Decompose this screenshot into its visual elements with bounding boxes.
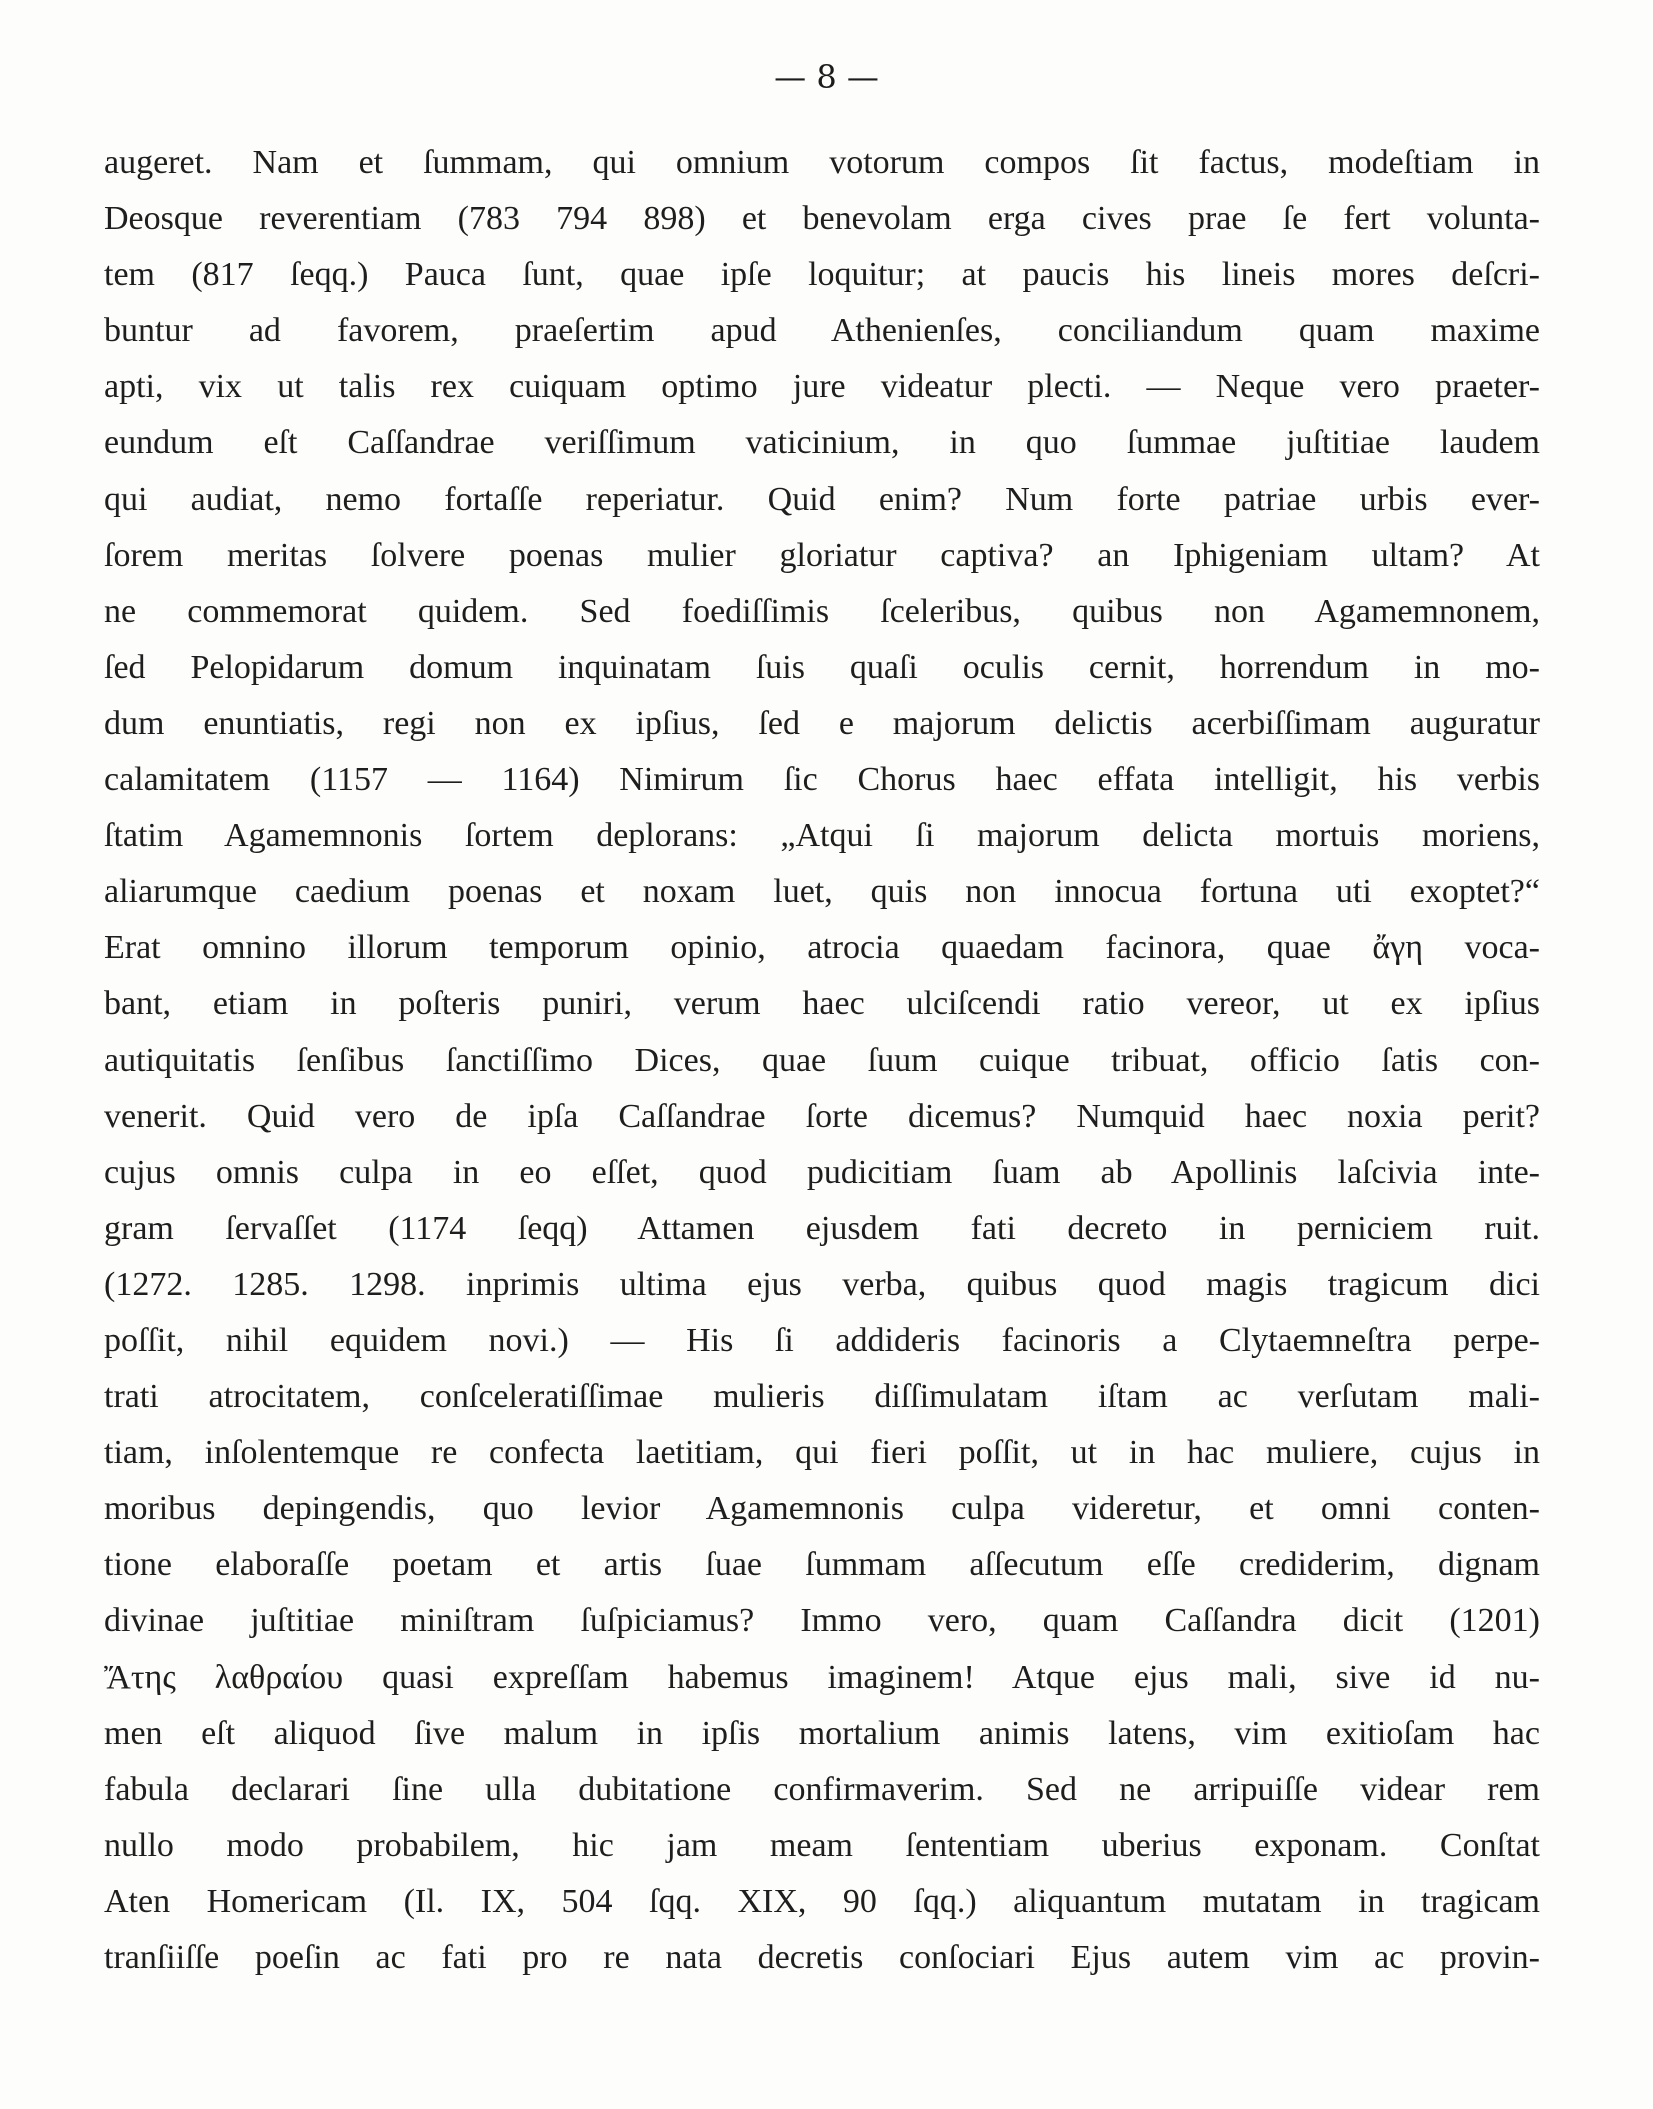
text-line: apti, vix ut talis rex cuiquam optimo jure videatur plecti. — Neque vero praeter- — [104, 368, 1540, 406]
text-line: aliarumque caedium poenas et noxam luet, quis non innocua fortuna uti exoptet?“ — [104, 873, 1540, 911]
text-line: ſtatim Agamemnonis ſortem deplorans: „Atqui ſi majorum delicta mortuis moriens, — [104, 817, 1540, 855]
text-line: ne commemorat quidem. Sed foediſſimis ſceleribus, quibus non Agamemnonem, — [104, 592, 1540, 630]
text-line: tem (817 ſeqq.) Pauca ſunt, quae ipſe loquitur; at paucis his lineis mores deſcri- — [104, 256, 1540, 294]
page-number: — 8 — — [774, 58, 879, 96]
text-line: cujus omnis culpa in eo eſſet, quod pudicitiam ſuam ab Apollinis laſcivia inte- — [104, 1153, 1540, 1191]
text-line: tranſiiſſe poeſin ac fati pro re nata decretis conſociari Ejus autem vim ac provin- — [104, 1939, 1540, 1976]
text-line: moribus depingendis, quo levior Agamemnonis culpa videretur, et omni conten- — [104, 1490, 1540, 1528]
text-line: Deosque reverentiam (783 794 898) et benevolam erga cives prae ſe fert volunta- — [104, 200, 1540, 238]
text-line: qui audiat, nemo fortaſſe reperiatur. Quid enim? Num forte patriae urbis ever- — [104, 480, 1540, 518]
text-line: eundum eſt Caſſandrae veriſſimum vaticinium, in quo ſummae juſtitiae laudem — [104, 424, 1540, 462]
text-line: venerit. Quid vero de ipſa Caſſandrae ſorte dicemus? Numquid haec noxia perit? — [104, 1097, 1540, 1135]
text-line: dum enuntiatis, regi non ex ipſius, ſed e majorum delictis acerbiſſimam auguratur — [104, 704, 1540, 742]
text-line: nullo modo probabilem, hic jam meam ſententiam uberius exponam. Conſtat — [104, 1826, 1540, 1864]
text-line: buntur ad favorem, praeſertim apud Athenienſes, conciliandum quam maxime — [104, 312, 1540, 350]
text-line: divinae juſtitiae miniſtram ſuſpiciamus? Immo vero, quam Caſſandra dicit (1201) — [104, 1602, 1540, 1640]
text-line: men eſt aliquod ſive malum in ipſis mortalium animis latens, vim exitioſam hac — [104, 1714, 1540, 1752]
text-line: tione elaboraſſe poetam et artis ſuae ſummam aſſecutum eſſe crediderim, dignam — [104, 1546, 1540, 1584]
text-line: augeret. Nam et ſummam, qui omnium votorum compos ſit factus, modeſtiam in — [104, 144, 1540, 181]
text-line: tiam, inſolentemque re confecta laetitiam, qui fieri poſſit, ut in hac muliere, cujus in — [104, 1434, 1540, 1472]
text-line: trati atrocitatem, conſceleratiſſimae mulieris diſſimulatam iſtam ac verſutam mali- — [104, 1378, 1540, 1416]
text-line: poſſit, nihil equidem novi.) — His ſi addideris facinoris a Clytaemneſtra perpe- — [104, 1321, 1540, 1359]
text-line: bant, etiam in poſteris puniri, verum haec ulciſcendi ratio vereor, ut ex ipſius — [104, 985, 1540, 1023]
text-line: fabula declarari ſine ulla dubitatione confirmaverim. Sed ne arripuiſſe videar rem — [104, 1770, 1540, 1808]
text-line: ſorem meritas ſolvere poenas mulier gloriatur captiva? an Iphigeniam ultam? At — [104, 536, 1540, 574]
text-line: Erat omnino illorum temporum opinio, atrocia quaedam facinora, quae ἄγη voca- — [104, 929, 1540, 967]
text-line: (1272. 1285. 1298. inprimis ultima ejus verba, quibus quod magis tragicum dici — [104, 1265, 1540, 1303]
text-line: Aten Homericam (Il. IX, 504 ſqq. XIX, 90 ſqq.) aliquantum mutatam in tragicam — [104, 1882, 1540, 1920]
text-line: Ἄτης λαθραίου quasi expreſſam habemus imaginem! Atque ejus mali, sive id nu- — [104, 1658, 1540, 1696]
text-line: ſed Pelopidarum domum inquinatam ſuis quaſi oculis cernit, horrendum in mo- — [104, 648, 1540, 686]
text-line: gram ſervaſſet (1174 ſeqq) Attamen ejusdem fati decreto in perniciem ruit. — [104, 1209, 1540, 1247]
text-line: calamitatem (1157 — 1164) Nimirum ſic Chorus haec effata intelligit, his verbis — [104, 761, 1540, 799]
body-text — [104, 135, 1540, 1986]
text-line: autiquitatis ſenſibus ſanctiſſimo Dices, quae ſuum cuique tribuat, officio ſatis con- — [104, 1041, 1540, 1079]
